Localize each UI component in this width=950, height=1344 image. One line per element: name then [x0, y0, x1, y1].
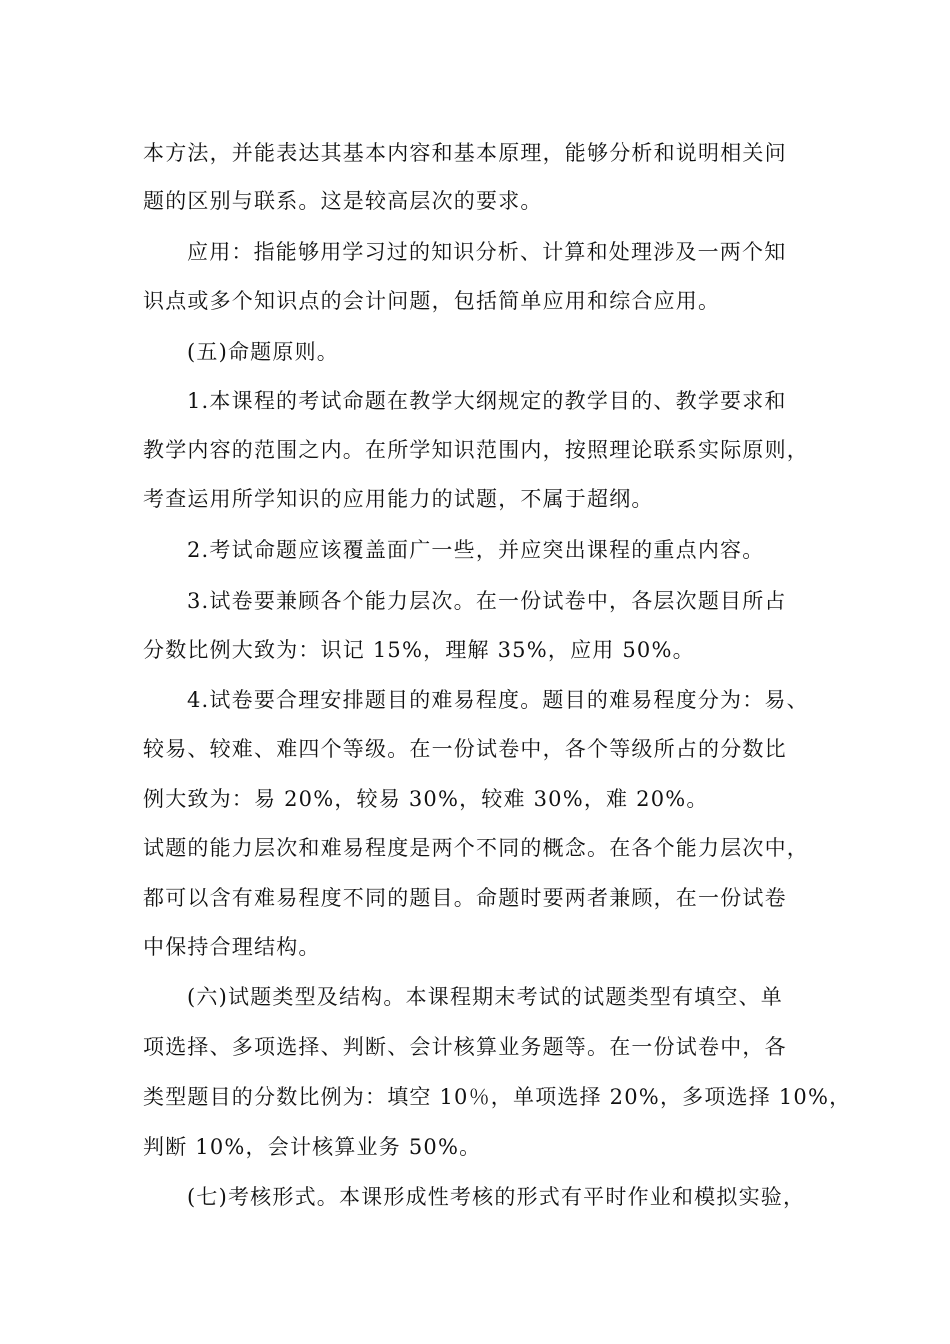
text-line-21: 判断 10%，会计核算业务 50%。 — [143, 1135, 482, 1159]
text-line-1: 本方法，并能表达其基本内容和基本原理，能够分析和说明相关问 — [143, 141, 787, 165]
text-line-8: 考查运用所学知识的应用能力的试题，不属于超纲。 — [143, 487, 654, 511]
text-line-10: 3.试卷要兼顾各个能力层次。在一份试卷中，各层次题目所占 — [187, 589, 787, 613]
text-line-14: 例大致为：易 20%，较易 30%，较难 30%，难 20%。 — [143, 787, 709, 811]
text-line-11: 分数比例大致为：识记 15%，理解 35%，应用 50%。 — [143, 638, 695, 662]
text-line-4: 识点或多个知识点的会计问题，包括简单应用和综合应用。 — [143, 289, 721, 313]
section-heading-7: (七)考核形式。本课形成性考核的形式有平时作业和模拟实验， — [187, 1185, 806, 1209]
text-line-7: 教学内容的范围之内。在所学知识范围内，按照理论联系实际原则， — [143, 438, 809, 462]
text-line-6: 1.本课程的考试命题在教学大纲规定的教学目的、教学要求和 — [187, 389, 787, 413]
text-line-12: 4.试卷要合理安排题目的难易程度。题目的难易程度分为：易、 — [187, 688, 809, 712]
text-line-2: 题的区别与联系。这是较高层次的要求。 — [143, 189, 543, 213]
text-line-9: 2.考试命题应该覆盖面广一些，并应突出课程的重点内容。 — [187, 538, 765, 562]
text-line-17: 中保持合理结构。 — [143, 935, 321, 959]
text-line-13: 较易、较难、难四个等级。在一份试卷中，各个等级所占的分数比 — [143, 737, 787, 761]
text-line-16: 都可以含有难易程度不同的题目。命题时要两者兼顾，在一份试卷 — [143, 886, 787, 910]
section-heading-5: (五)命题原则。 — [187, 340, 339, 364]
text-line-19: 项选择、多项选择、判断、会计核算业务题等。在一份试卷中，各 — [143, 1035, 787, 1059]
section-heading-6: (六)试题类型及结构。本课程期末考试的试题类型有填空、单 — [187, 985, 783, 1009]
text-line-15: 试题的能力层次和难易程度是两个不同的概念。在各个能力层次中， — [143, 836, 809, 860]
text-line-20: 类型题目的分数比例为：填空 10％，单项选择 20%，多项选择 10%， — [143, 1085, 852, 1109]
text-line-3: 应用：指能够用学习过的知识分析、计算和处理涉及一两个知 — [187, 240, 787, 264]
